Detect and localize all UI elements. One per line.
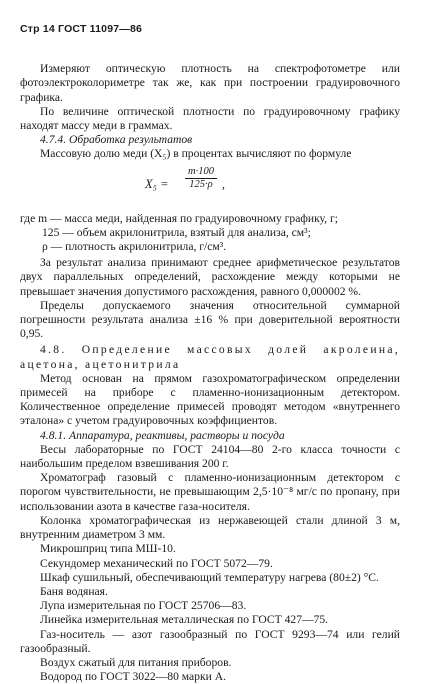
where-125: 125 — объем акрилонитрила, взятый для анализа, см³; [42, 225, 311, 239]
formula-comma: , [222, 177, 225, 191]
paragraph-error-limits: Пределы допускаемого значения относительной суммарной погрешности результата анализа ±16 % при доверительной вероятности 0,95. [20, 298, 400, 341]
paragraph-measure-density: Измеряют оптическую плотность на спектрофотометре или фотоэлектроколориметре так же, как при построении градуировочного графика. [20, 62, 400, 104]
paragraph-find-mass: По величине оптической плотности по градуировочному графику находят массу меди в граммах. [20, 104, 400, 133]
formula-lhs: X₅ = [145, 176, 169, 191]
item-chromatograph: Хроматограф газовый с пламенно-ионизационным детектором с порогом чувствительности, не превышающим 2,5·10⁻⁸ мг/с по пропану, при использовании азота в качестве газа-носителя. [20, 471, 400, 513]
formula-x5 [20, 164, 400, 206]
item-microsyringe: Микрошприц типа МШ-10. [40, 542, 176, 556]
where-m: где m — масса меди, найденная по градуировочному графику, г; [20, 211, 338, 225]
page-header: Стр 14 ГОСТ 11097—86 [20, 23, 143, 35]
item-drying-cabinet: Шкаф сушильный, обеспечивающий температуру нагрева (80±2) °С. [40, 570, 379, 584]
where-rho: ρ — плотность акрилонитрила, г/см³. [42, 240, 227, 254]
item-scales: Весы лабораторные по ГОСТ 24104—80 2-го класса точности с наибольшим пределом взвешивания 200 г. [20, 442, 400, 471]
section-4-8-title: 4.8. Определение массовых долей акролеина, ацетона, ацетонитрила [20, 343, 400, 371]
item-ruler: Линейка измерительная металлическая по ГОСТ 427—75. [40, 613, 329, 627]
formula-numerator: m·100 [185, 166, 217, 179]
section-4-8-1-title: 4.8.1. Аппаратура, реактивы, растворы и посуда [40, 428, 285, 442]
paragraph-result: За результат анализа принимают среднее арифметическое результатов двух параллельных определений, расхождение между которыми не превышает значения допустимого расхождения, равного 0,000002 %. [20, 256, 400, 298]
item-water-bath: Баня водяная. [40, 584, 108, 598]
paragraph-method: Метод основан на прямом газохроматографическом определении примесей на приборе с пламенно-ионизационным детектором. Количественное определение примесей проводят методом «внутреннего эталона» с учетом градуировочных коэффициентов. [20, 371, 400, 428]
item-magnifier: Лупа измерительная по ГОСТ 25706—83. [40, 599, 247, 613]
formula-denominator: 125·ρ [189, 178, 213, 190]
item-compressed-air: Воздух сжатый для питания приборов. [40, 655, 232, 669]
formula-fraction [185, 166, 217, 191]
item-stopwatch: Секундомер механический по ГОСТ 5072—79. [40, 556, 273, 570]
item-hydrogen: Водород по ГОСТ 3022—80 марки А. [40, 670, 226, 684]
section-4-7-4-title: 4.7.4. Обработка результатов [40, 133, 193, 147]
paragraph-formula-intro: Массовую долю меди (X₅) в процентах вычисляют по формуле [40, 147, 352, 161]
item-column: Колонка хроматографическая из нержавеющей стали длиной 3 м, внутренним диаметром 3 мм. [20, 513, 400, 542]
item-carrier-gas: Газ-носитель — азот газообразный по ГОСТ 9293—74 или гелий газообразный. [20, 627, 400, 655]
